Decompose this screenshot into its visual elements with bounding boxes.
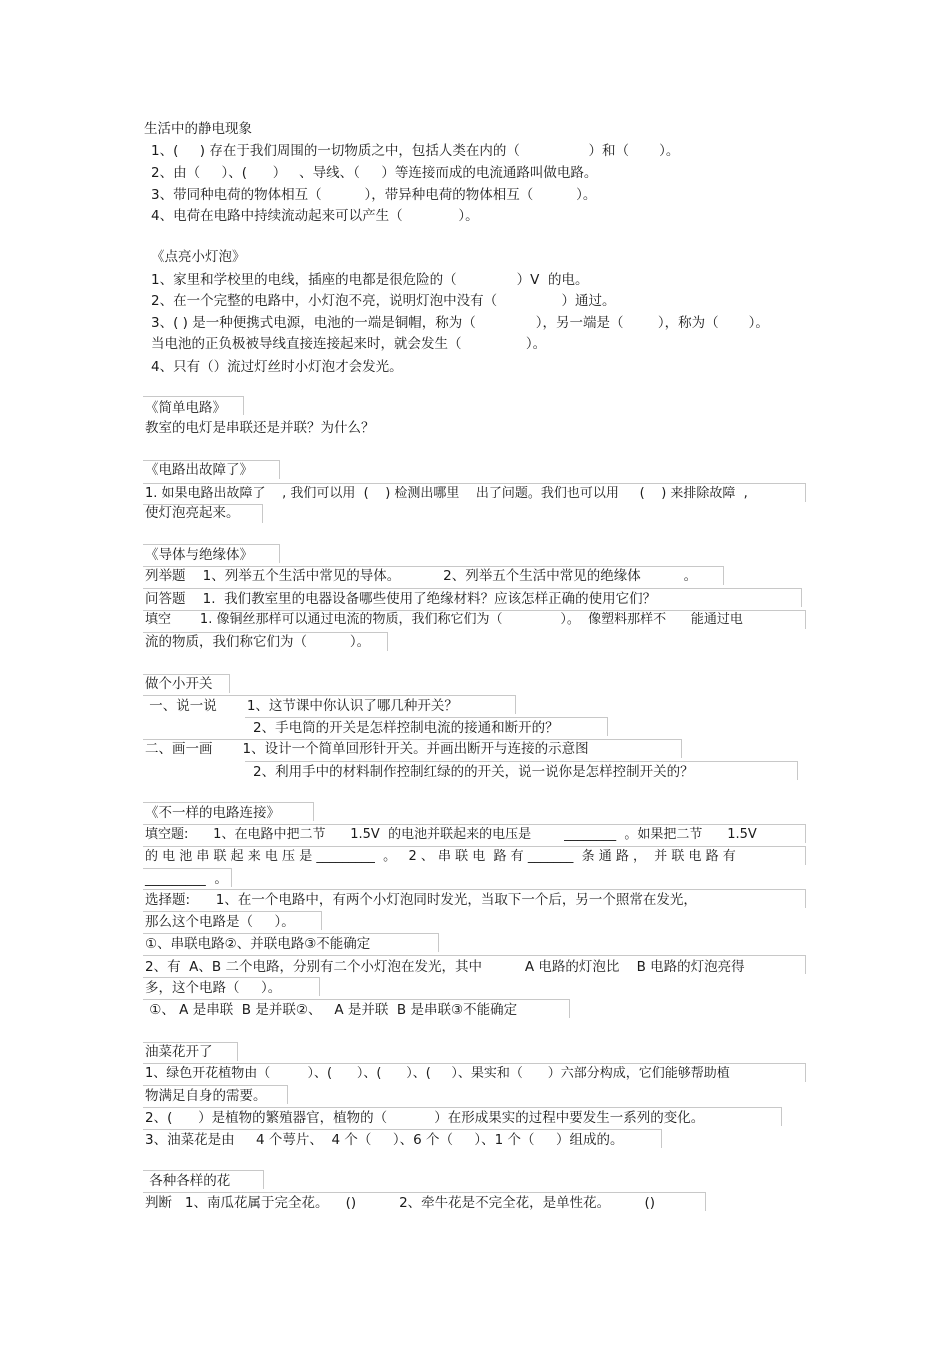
question-line: ①、 A 是串联 B 是并联②、 A 是并联 B 是串联③不能确定 [145,1002,518,1018]
question-line: 2、在一个完整的电路中，小灯泡不亮，说明灯泡中没有（ ）通过。 [151,293,616,309]
question-line: 4、电荷在电路中持续流动起来可以产生（ ）。 [151,208,479,224]
question-line: 流的物质，我们称它们为（ ）。 [145,634,371,650]
question-line: 一、说一说 1、这节课中你认识了哪几种开关？ [145,698,458,714]
question-line: 2、有 A、B 二个电路，分别有二个小灯泡在发光，其中 A 电路的灯泡比 B 电路的灯泡亮得 [145,959,745,975]
question-line: 使灯泡亮起来。 [145,505,240,521]
question-line: 3、油菜花是由 4 个萼片、 4 个（ ）、6 个（ ）、1 个（ ）组成的。 [145,1132,624,1148]
section-title: 各种各样的花 [145,1173,231,1189]
question-line: 问答题 1. 我们教室里的电器设备哪些使用了绝缘材料？应该怎样正确的使用它们？ [145,591,657,607]
question-line: 3、( ) 是一种便携式电源，电池的一端是铜帽，称为（ ），另一端是（ ），称为（ ）。 [151,315,769,331]
question-line: 教室的电灯是串联还是并联？为什么？ [145,420,375,436]
question-line: 判断 1、南瓜花属于完全花。 () 2、牵牛花是不完全花，是单性花。 () [145,1195,656,1211]
question-line: 1. 如果电路出故障了 , 我们可以用 ( ) 检测出哪里 出了问题。我们也可以用 ( ) 来排除故障 , [145,486,748,501]
question-line: 列举题 1、列举五个生活中常见的导体。 2、列举五个生活中常见的绝缘体 。 [145,568,698,584]
question-line: 2、手电筒的开关是怎样控制电流的接通和断开的？ [253,720,559,736]
question-line: 那么这个电路是（ ）。 [145,914,295,930]
section-title: 做个小开关 [145,676,213,692]
question-line: 2、( ）是植物的繁殖器官，植物的（ ）在形成果实的过程中要发生一系列的变化。 [145,1110,705,1126]
section-title: 《不一样的电路连接》 [145,805,280,821]
question-line: 3、带同种电荷的物体相互（ ），带异种电荷的物体相互（ ）。 [151,187,597,203]
question-line: 物满足自身的需要。 [145,1088,267,1104]
question-line: 填空题: 1、在电路中把二节 1.5V 的电池并联起来的电压是 ________ 。如果把二节 1.5V [145,827,757,842]
section-title: 《点亮小灯泡》 [151,249,246,265]
question-line: ①、串联电路②、并联电路③不能确定 [145,936,371,952]
question-line: 1、绿色开花植物由（ ）、( ）、( ）、( ）、果实和（ ）六部分构成，它们能够帮助植 [145,1066,730,1081]
question-line: 选择题: 1、在一个电路中，有两个小灯泡同时发光，当取下一个后，另一个照常在发光， [145,892,697,908]
section-title: 生活中的静电现象 [144,121,252,137]
question-line: 填空 1. 像铜丝那样可以通过电流的物质，我们称它们为（ ）。 像塑料那样不 能通过电 [145,612,743,627]
question-line: 的 电 池 串 联 起 来 电 压 是 _________ 。 2 、 串 联 电 路 有 _______ 条 通 路 ， 并 联 电 路 有 [145,849,736,864]
question-line: 2、利用手中的材料制作控制红绿的的开关，说一说你是怎样控制开关的？ [253,764,694,780]
section-title: 《简单电路》 [145,400,226,416]
question-line: 当电池的正负极被导线直接连接起来时，就会发生（ ）。 [151,336,547,352]
question-line: 4、只有（）流过灯丝时小灯泡才会发光。 [151,359,403,375]
question-line: 1、( ) 存在于我们周围的一切物质之中，包括人类在内的（ ）和（ ）。 [151,143,680,159]
section-title: 《电路出故障了》 [145,462,253,478]
question-line: 多，这个电路（ ）。 [145,980,282,996]
question-line: 二、画一画 1、设计一个简单回形针开关。并画出断开与连接的示意图 [145,741,589,757]
section-title: 油菜花开了 [145,1044,213,1060]
question-line: 1、家里和学校里的电线，插座的电都是很危险的（ ）V 的电。 [151,272,589,288]
question-line: _________ 。 [145,871,228,887]
section-title: 《导体与绝缘体》 [145,547,253,563]
question-line: 2、由（ ）、( ） 、导线、（ ）等连接而成的电流通路叫做电路。 [151,165,598,181]
